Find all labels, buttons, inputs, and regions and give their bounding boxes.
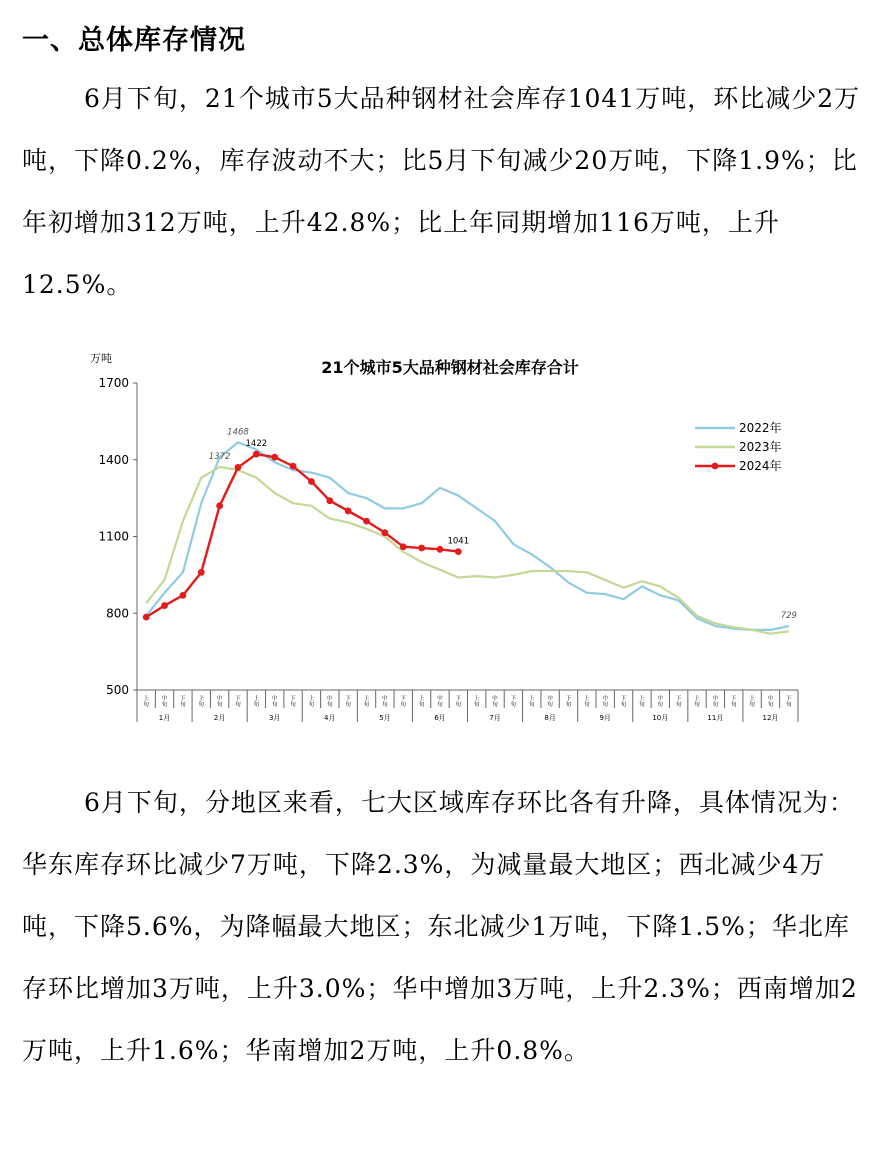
x-period-label: 中旬 xyxy=(547,696,553,708)
series-point-2 xyxy=(455,548,462,555)
x-month-label: 5月 xyxy=(379,714,391,722)
x-period-label: 中旬 xyxy=(767,696,774,708)
x-period-label: 上旬 xyxy=(639,696,645,708)
series-point-2 xyxy=(198,569,205,576)
x-period-label: 下旬 xyxy=(400,696,406,708)
x-period-label: 上旬 xyxy=(529,696,535,708)
x-period-label: 上旬 xyxy=(694,696,700,708)
y-axis xyxy=(98,376,137,697)
x-axis xyxy=(137,690,798,722)
series-point-2 xyxy=(290,463,297,470)
legend-label: 2022年 xyxy=(739,421,782,435)
x-period-label: 下旬 xyxy=(235,696,241,708)
series-point-2 xyxy=(418,545,425,552)
y-tick-label: 1100 xyxy=(98,529,129,544)
legend-label: 2024年 xyxy=(739,459,782,473)
x-period-label: 上旬 xyxy=(253,696,260,708)
data-label: 1041 xyxy=(447,536,470,547)
x-period-label: 上旬 xyxy=(749,696,755,708)
series-point-2 xyxy=(437,546,444,553)
series-layer xyxy=(143,427,797,633)
series-point-2 xyxy=(345,508,352,515)
data-label: 1422 xyxy=(245,439,268,450)
x-month-label: 1月 xyxy=(158,714,171,722)
y-tick-label: 500 xyxy=(106,683,129,697)
x-period-label: 下旬 xyxy=(730,696,737,708)
x-period-label: 上旬 xyxy=(473,696,480,708)
inventory-line-chart xyxy=(80,340,810,735)
series-point-2 xyxy=(161,602,168,609)
x-period-label: 上旬 xyxy=(363,696,370,708)
series-line-1 xyxy=(146,467,789,634)
chart-title: 21个城市5大品种钢材社会库存合计 xyxy=(321,358,579,377)
series-point-2 xyxy=(326,497,333,504)
y-tick-label: 1400 xyxy=(98,452,129,467)
series-point-2 xyxy=(180,592,187,599)
y-tick-label: 800 xyxy=(106,606,129,621)
x-period-label: 上旬 xyxy=(584,696,590,708)
data-label: 729 xyxy=(780,611,797,622)
x-period-label: 中旬 xyxy=(216,696,223,708)
x-month-label: 12月 xyxy=(762,714,779,722)
x-month-label: 10月 xyxy=(652,714,669,722)
x-period-label: 下旬 xyxy=(345,696,351,708)
series-point-2 xyxy=(253,451,260,458)
x-period-label: 上旬 xyxy=(143,696,149,708)
x-period-label: 上旬 xyxy=(418,696,425,708)
x-period-label: 中旬 xyxy=(271,696,278,708)
x-period-label: 下旬 xyxy=(455,696,462,708)
x-month-label: 11月 xyxy=(707,714,724,722)
x-period-label: 上旬 xyxy=(198,696,205,708)
x-period-label: 中旬 xyxy=(602,696,608,708)
y-tick-label: 1700 xyxy=(98,376,129,390)
series-point-2 xyxy=(143,614,150,621)
legend-marker xyxy=(712,463,719,470)
series-point-2 xyxy=(363,518,370,525)
series-point-2 xyxy=(308,478,315,485)
x-month-label: 3月 xyxy=(268,714,281,722)
data-label: 1372 xyxy=(208,451,231,462)
section-heading: 一、总体库存情况 xyxy=(22,25,246,56)
x-month-label: 6月 xyxy=(434,714,446,722)
x-period-label: 下旬 xyxy=(510,696,517,708)
x-period-label: 下旬 xyxy=(675,696,682,708)
x-period-label: 下旬 xyxy=(180,696,186,708)
x-month-label: 4月 xyxy=(324,714,336,722)
series-point-2 xyxy=(381,529,388,536)
series-point-2 xyxy=(400,543,407,550)
x-period-label: 中旬 xyxy=(327,696,333,708)
x-period-label: 中旬 xyxy=(657,696,664,708)
x-period-label: 中旬 xyxy=(161,696,168,708)
x-period-label: 中旬 xyxy=(492,696,498,708)
x-period-label: 上旬 xyxy=(308,696,315,708)
x-period-label: 下旬 xyxy=(565,696,572,708)
x-period-label: 下旬 xyxy=(786,696,792,708)
x-month-label: 7月 xyxy=(489,714,501,722)
x-period-label: 中旬 xyxy=(437,696,443,708)
series-point-2 xyxy=(235,464,242,471)
x-period-label: 下旬 xyxy=(290,696,296,708)
x-period-label: 中旬 xyxy=(712,696,719,708)
paragraph-regional: 6月下旬，分地区来看，七大区域库存环比各有升降，具体情况为：华东库存环比减少7万吨，下降2.3%，为减量最大地区；西北减少4万吨，下降5.6%，为降幅最大地区；东北减少1万吨，下降1.5%；华北库存环比增加3万吨，上升3.0%；华中增加3万吨，上升2.3%；西南增加2万吨，上升1.6%；华南增加2万吨，上升0.8%。 xyxy=(22,788,858,1065)
y-axis-unit: 万吨 xyxy=(90,352,112,365)
x-month-label: 2月 xyxy=(213,714,226,722)
x-month-label: 9月 xyxy=(599,714,611,722)
paragraph-summary: 6月下旬，21个城市5大品种钢材社会库存1041万吨，环比减少2万吨，下降0.2%，库存波动不大；比5月下旬减少20万吨，下降1.9%；比年初增加312万吨，上升42.8%；比上年同期增加116万吨，上升12.5%。 xyxy=(22,84,861,299)
series-point-2 xyxy=(216,502,223,509)
x-period-label: 下旬 xyxy=(620,696,627,708)
x-period-label: 中旬 xyxy=(382,696,388,708)
data-label: 1468 xyxy=(227,427,249,438)
series-point-2 xyxy=(271,454,278,461)
x-month-label: 8月 xyxy=(544,714,556,722)
legend xyxy=(695,420,782,473)
legend-label: 2023年 xyxy=(739,440,782,454)
